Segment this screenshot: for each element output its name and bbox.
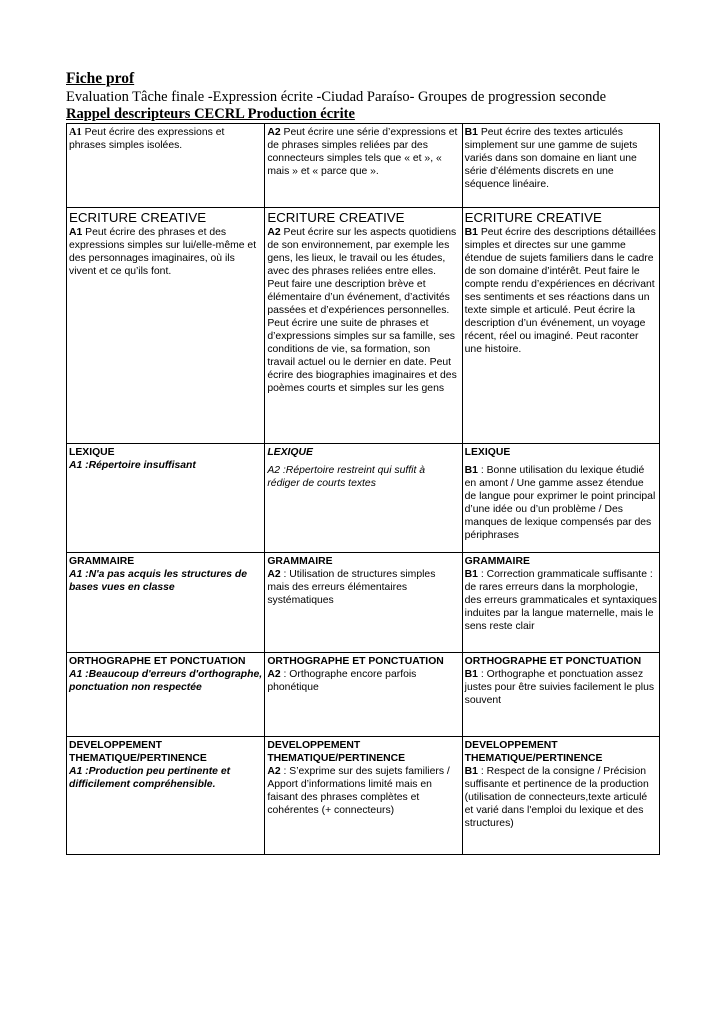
- doc-title: Fiche prof: [66, 70, 135, 87]
- cell-developpement-a2: [265, 737, 462, 855]
- cell-text: : S’exprime sur des sujets familiers / Apport d’informations limité mais en faisant des phrases complètes et cohérentes (+ connecteurs): [267, 766, 450, 816]
- level-label: A1: [69, 227, 83, 238]
- cell-text: A2 :Répertoire restreint qui suffit à rédiger de courts textes: [267, 465, 425, 489]
- cell-title: DEVELOPPEMENT THEMATIQUE/PERTINENCE: [267, 740, 406, 764]
- cell-text: Peut écrire des textes articulés simplement sur une gamme de sujets variés dans son domaine en liant une série d’éléments discrets en une séquence linéaire.: [464, 127, 638, 190]
- cell-text: A1 :Répertoire insuffisant: [69, 460, 196, 471]
- table-row: [67, 653, 660, 737]
- cell-lexique-b1: [462, 444, 659, 553]
- cell-title: GRAMMAIRE: [69, 556, 135, 567]
- cell-title: DEVELOPPEMENT THEMATIQUE/PERTINENCE: [69, 740, 207, 764]
- table-row: [67, 444, 660, 553]
- cell-grammaire-a2: [265, 553, 462, 653]
- cell-text: : Correction grammaticale suffisante : de rares erreurs dans la morphologie, des erreurs grammaticales et syntaxiques induites par la langue maternelle, mais le sens reste clair: [464, 569, 657, 632]
- cell-intro-a2: [265, 124, 462, 208]
- level-label: A2: [267, 669, 281, 680]
- cell-text: A1 :Beaucoup d'erreurs d'orthographe, ponctuation non respectée: [69, 669, 263, 693]
- cell-orthographe-a2: [265, 653, 462, 737]
- cell-text: Peut écrire des expressions et phrases simples isolées.: [69, 127, 225, 151]
- level-label: A2: [267, 766, 281, 777]
- cell-text: : Bonne utilisation du lexique étudié en amont / Une gamme assez étendue de langue pour exprimer le point principal d’une idée ou d’un problème / Des manques de lexique compensés par des périphrases: [464, 465, 656, 541]
- cell-text: Peut écrire des descriptions détaillées simples et directes sur une gamme étendue de sujets familiers dans le cadre de son domaine d’intérêt. Peut faire le compte rendu d’expériences en décrivant ses sentiments et ses réactions dans un texte simple et articulé. Peut écrire la description d’un événement, un voyage récent, réel ou imaginé. Peut raconter une histoire.: [464, 227, 656, 355]
- cell-creative-b1: [462, 208, 659, 444]
- cell-text: Peut écrire sur les aspects quotidiens de son environnement, par exemple les gens, les lieux, le travail ou les études, avec des phrases reliées entre elles. Peut faire une description brève et élémentaire d’un événement, d’activités passées et d’expériences personnelles. Peut écrire une suite de phrases et d’expressions simples sur sa famille, ses conditions de vie, sa formation, son travail actuel ou le dernier en date. Peut écrire des biographies imaginaires et des poèmes courts et simples sur les gens: [267, 227, 457, 394]
- level-label: B1: [464, 669, 478, 680]
- cell-orthographe-b1: [462, 653, 659, 737]
- cell-text: A1 :N'a pas acquis les structures de bases vues en classe: [69, 569, 248, 593]
- table-row: [67, 553, 660, 653]
- cell-title: LEXIQUE: [69, 447, 115, 458]
- cell-title: ECRITURE CREATIVE: [267, 210, 405, 225]
- cell-title: LEXIQUE: [267, 447, 313, 458]
- cell-orthographe-a1: [67, 653, 265, 737]
- cell-grammaire-a1: [67, 553, 265, 653]
- cell-creative-a1: [67, 208, 265, 444]
- cell-title: ORTHOGRAPHE ET PONCTUATION: [267, 656, 444, 667]
- level-label: A1: [69, 127, 82, 138]
- section-title: Rappel descripteurs CECRL Production écrite: [66, 106, 355, 122]
- cell-title: GRAMMAIRE: [267, 556, 333, 567]
- level-label: B1: [464, 127, 478, 138]
- doc-subtitle: Evaluation Tâche finale -Expression écrite -Ciudad Paraíso- Groupes de progression seconde: [66, 89, 607, 105]
- cell-text: : Respect de la consigne / Précision suffisante et pertinence de la production (utilisation de connecteurs,texte articulé et varié dans l'emploi du lexique et des structures): [464, 766, 649, 829]
- level-label: B1: [464, 465, 478, 476]
- cell-text: : Orthographe et ponctuation assez justes pour être suivies facilement le plus souvent: [464, 669, 655, 706]
- table-row: [67, 208, 660, 444]
- cell-text: : Orthographe encore parfois phonétique: [267, 669, 417, 693]
- cell-text: A1 :Production peu pertinente et difficilement compréhensible.: [69, 766, 231, 790]
- cell-creative-a2: [265, 208, 462, 444]
- cell-text: : Utilisation de structures simples mais des erreurs élémentaires systématiques: [267, 569, 436, 606]
- cell-title: ECRITURE CREATIVE: [69, 210, 207, 225]
- cell-text: Peut écrire des phrases et des expressions simples sur lui/elle-même et des personnages imaginaires, où ils vivent et ce qu’ils font.: [69, 227, 257, 277]
- level-label: B1: [464, 766, 478, 777]
- cell-title: ECRITURE CREATIVE: [464, 210, 602, 225]
- table-row: [67, 124, 660, 208]
- table-row: [67, 737, 660, 855]
- cell-title: ORTHOGRAPHE ET PONCTUATION: [464, 656, 642, 667]
- cell-grammaire-b1: [462, 553, 659, 653]
- cell-developpement-a1: [67, 737, 265, 855]
- level-label: A2: [267, 227, 281, 238]
- document-page: [66, 70, 660, 855]
- cell-text: Peut écrire une série d’expressions et de phrases simples reliées par des connecteurs simples tels que « et », « mais » et « parce que ».: [267, 127, 458, 177]
- cell-lexique-a2: [265, 444, 462, 553]
- cell-title: DEVELOPPEMENT THEMATIQUE/PERTINENCE: [464, 740, 603, 764]
- level-label: A2: [267, 127, 281, 138]
- cell-intro-b1: [462, 124, 659, 208]
- level-label: A2: [267, 569, 281, 580]
- level-label: B1: [464, 227, 478, 238]
- cell-lexique-a1: [67, 444, 265, 553]
- cell-intro-a1: [67, 124, 265, 208]
- cell-title: GRAMMAIRE: [464, 556, 530, 567]
- cell-title: ORTHOGRAPHE ET PONCTUATION: [69, 656, 246, 667]
- level-label: B1: [464, 569, 478, 580]
- cell-title: LEXIQUE: [464, 447, 511, 458]
- descriptor-table: [66, 123, 660, 855]
- cell-developpement-b1: [462, 737, 659, 855]
